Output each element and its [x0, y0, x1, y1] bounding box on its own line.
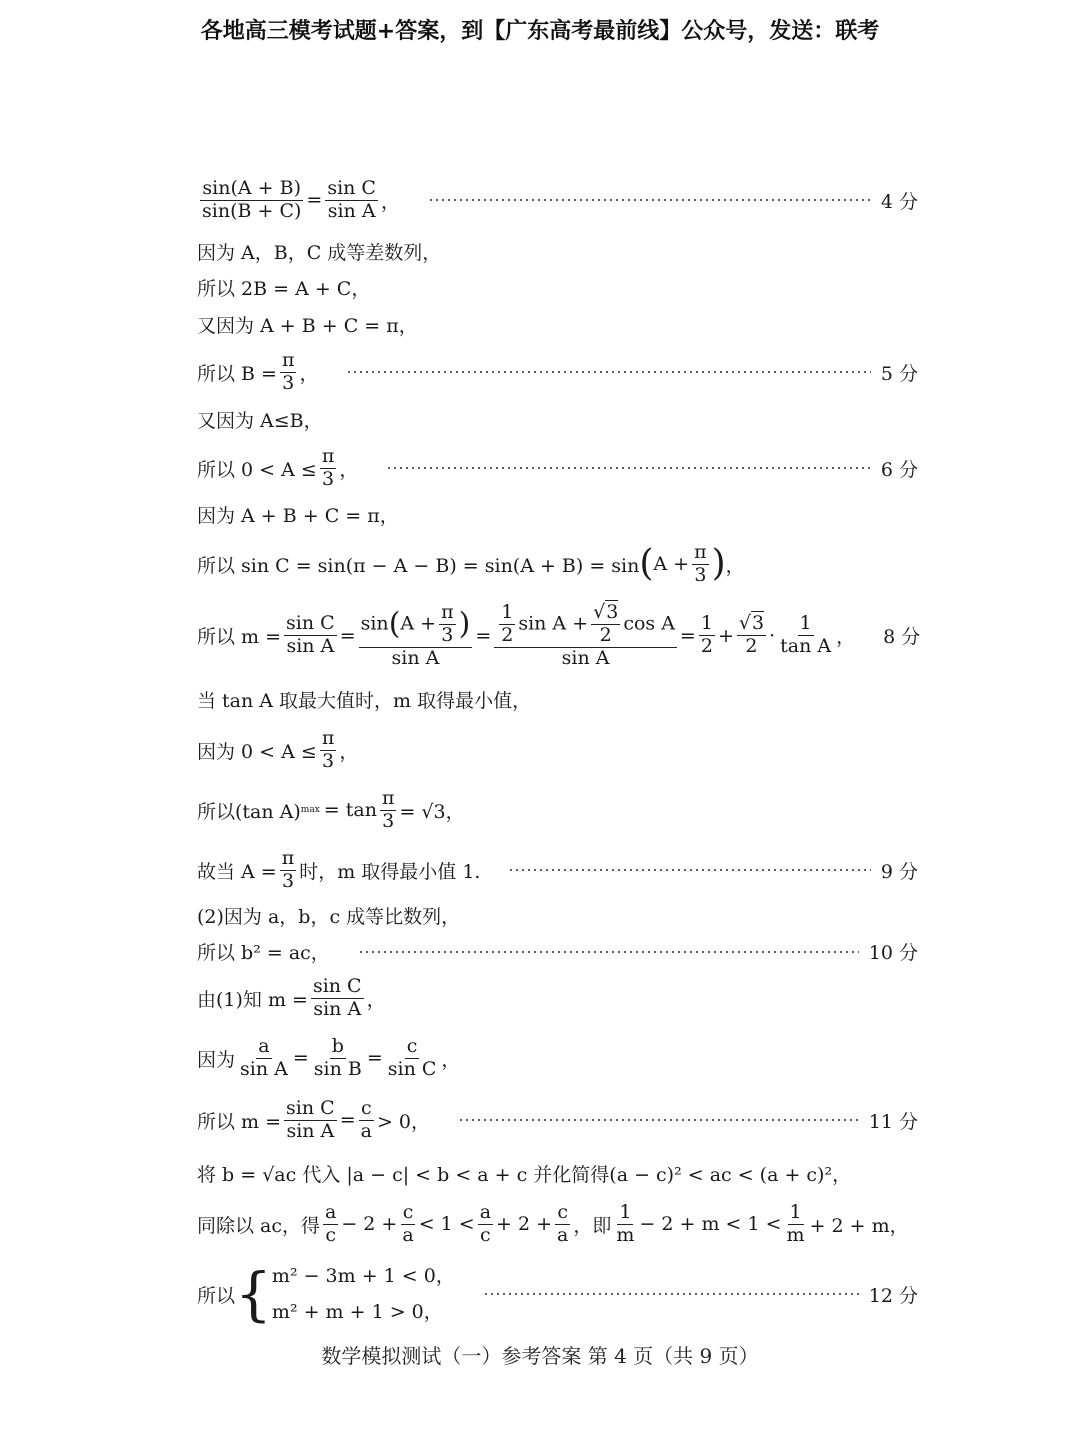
fraction: $\frac{c}{a}$ — [557, 1201, 569, 1246]
dot-leader — [508, 869, 870, 871]
line-b-squared: 所以 b² = ac， 10 分 — [197, 938, 918, 965]
fraction: $\frac{\text{sin C}}{\text{sin A}}$ — [312, 975, 362, 1020]
text-line: 又因为 A≤B， — [197, 410, 323, 432]
score-label: 5 分 — [880, 362, 918, 385]
text-line: 因为 A + B + C = π， — [197, 505, 399, 527]
score-label: 12 分 — [868, 1284, 918, 1307]
text-line: 又因为 A + B + C = π， — [197, 315, 418, 337]
dot-leader — [458, 1119, 859, 1121]
fraction: $\frac{\pi}{3}$ — [321, 445, 335, 490]
text-line: 将 b = √ac 代入 |a − c| < b < a + c 并化简得(a − c)² < ac < (a + c)²， — [197, 1164, 852, 1186]
line-system: 所以 { m² − 3m + 1 < 0， m² + m + 1 > 0， 12 分 — [197, 1258, 918, 1330]
fraction: $\frac{b}{\text{sin B}}$ — [313, 1035, 362, 1080]
score-label: 11 分 — [868, 1110, 918, 1133]
fraction: $\frac{a}{c}$ — [479, 1201, 492, 1246]
score-label: 4 分 — [880, 190, 918, 213]
fraction: $\frac{1}{m}$ — [786, 1201, 805, 1246]
fraction: $\frac{c}{\text{sin C}}$ — [387, 1035, 437, 1080]
dot-leader — [386, 467, 871, 469]
page-footer: 数学模拟测试（一）参考答案 第 4 页（共 9 页） — [321, 1344, 759, 1368]
header-banner: 各地高三模考试题+答案，到【广东高考最前线】公众号，发送：联考 — [200, 19, 880, 44]
line-sine-law: 因为 $\frac{a}{\text{sin A}}$ = $\frac{b}{\text{sin B}}$ = $\frac{c}{\text{sin C}}$ ， — [197, 1035, 461, 1080]
score-label: 6 分 — [880, 458, 918, 481]
fraction: $\frac{\text{sin C}}{\text{sin A}}$ — [327, 177, 376, 222]
fraction: $\frac{a}{\text{sin A}}$ — [240, 1035, 288, 1080]
dot-leader — [428, 199, 871, 201]
line-a-range: 所以 0 < A ≤ $\frac{\pi}{3}$ ， 6 分 — [197, 445, 918, 490]
fraction: $\frac{1}{2}$ — [700, 612, 713, 658]
fraction: $\frac{a}{c}$ — [325, 1201, 337, 1246]
fraction: $\frac{c}{a}$ — [402, 1201, 414, 1246]
fraction: $\frac{\pi}{3}$ — [694, 541, 707, 586]
dot-leader — [483, 1293, 859, 1295]
text-line: 因为 A，B，C 成等差数列， — [197, 242, 442, 264]
fraction: sin(A + $\frac{\pi}{3}$ ) sin A — [360, 601, 471, 669]
fraction: $\frac{1}{2}$ sin A + $\frac{√3}{2}$ cos A sin A — [494, 602, 677, 670]
text-line: 所以 2B = A + C， — [197, 278, 371, 300]
line-divide: 同除以 ac，得 $\frac{a}{c}$ − 2 + $\frac{c}{a}$ < 1 < $\frac{a}{c}$ + 2 + $\frac{c}{a}$ ，即 $\frac{1}{m}$ − 2 + m < 1 < $\frac{1}{m}$ + 2 + m， — [197, 1201, 909, 1246]
fraction: $\frac{\pi}{3}$ — [281, 349, 295, 394]
line-sinC: 所以 sin C = sin(π − A − B) = sin(A + B) = sin ( A + $\frac{\pi}{3}$ ) ， — [197, 541, 745, 586]
line-m-positive: 所以 m = $\frac{\text{sin C}}{\text{sin A}}$ = $\frac{c}{a}$ > 0， 11 分 — [197, 1097, 918, 1142]
text-line: 当 tan A 取最大值时，m 取得最小值， — [197, 690, 532, 712]
dot-leader — [358, 951, 859, 953]
fraction: $\frac{1}{\text{tan A}}$ — [780, 612, 832, 658]
fraction: $\frac{\pi}{3}$ — [321, 727, 335, 772]
equation-system: { m² − 3m + 1 < 0， m² + m + 1 > 0， — [235, 1260, 455, 1329]
dot-leader — [346, 371, 870, 373]
fraction: $\frac{\pi}{3}$ — [381, 787, 395, 832]
line-min-value: 故当 A = $\frac{\pi}{3}$ 时，m 取得最小值 1. 9 分 — [197, 847, 918, 892]
line-m-def: 由(1)知 m = $\frac{\text{sin C}}{\text{sin A}}$ ， — [197, 975, 386, 1020]
line-b-value: 所以 B = $\frac{\pi}{3}$ ， 5 分 — [197, 349, 918, 394]
fraction: $\frac{c}{a}$ — [360, 1097, 372, 1142]
fraction: $\frac{√3}{2}$ — [738, 612, 765, 658]
score-label: 8 分 — [883, 626, 921, 649]
fraction: $\frac{\sin(A + B)}{\sin(B + C)}$ — [202, 177, 302, 222]
line-m-expression: 所以 m = $\frac{\text{sin C}}{\text{sin A}}$ = sin(A + $\frac{\pi}{3}$ ) sin A = $\frac{1}{2}$ sin A + $\frac{√3}{2}$ cos A sin A = $\frac{1}{2}$ + $\frac{√3}{2}$ · $\frac{1}{\text{tan A}}$ ， 8 分 — [197, 601, 921, 669]
text-line: (2)因为 a，b，c 成等比数列， — [197, 906, 461, 928]
fraction: $\frac{\text{sin C}}{\text{sin A}}$ — [286, 612, 335, 658]
score-label: 10 分 — [868, 942, 918, 964]
line-ratio: $\frac{\sin(A + B)}{\sin(B + C)}$ = $\frac{\text{sin C}}{\text{sin A}}$ ， 4 分 — [202, 177, 918, 222]
fraction: $\frac{\text{sin C}}{\text{sin A}}$ — [286, 1097, 335, 1142]
line-tan-max: 所以(tan A) max = tan $\frac{\pi}{3}$ = √3， — [197, 787, 465, 832]
line-a-range-2: 因为 0 < A ≤ $\frac{\pi}{3}$ ， — [197, 727, 359, 772]
score-label: 9 分 — [880, 860, 918, 883]
fraction: $\frac{\pi}{3}$ — [281, 847, 295, 892]
fraction: $\frac{1}{m}$ — [616, 1201, 635, 1246]
